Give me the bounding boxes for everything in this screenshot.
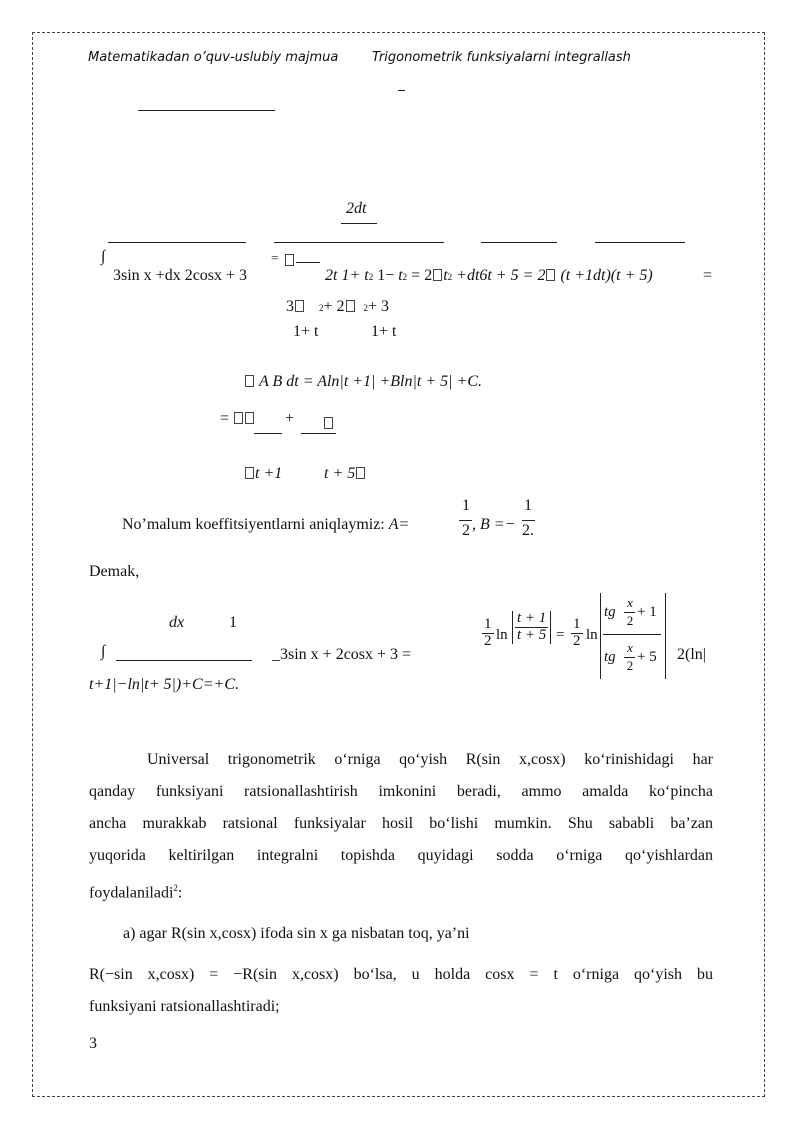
formula2-box-a — [245, 375, 254, 387]
formula3-t-plus-5: t + 5 — [517, 626, 547, 643]
formula2-den-row — [244, 465, 282, 483]
paragraph-line-3: ancha murakkab ratsional funksiyalar hosil bo‘lishi mumkin. Shu sababli ba’zan — [89, 815, 713, 832]
header-tick — [398, 90, 405, 91]
paragraph-line-1: Universal trigonometrik o‘rniga qo‘yish R(sin x,cosx) ko‘rinishidagi har — [147, 751, 713, 768]
formula3-ln-b: ln — [586, 627, 598, 643]
formula2-eq: = — [220, 410, 230, 427]
formula3-integral-sign: ∫ — [101, 643, 106, 660]
formula2-box-c — [245, 412, 254, 424]
formula3-rhs: _3sin x + 2cosx + 3 = — [272, 646, 412, 663]
formula3-half-a-den: 2 — [484, 632, 492, 649]
coef-B-num: 1 — [524, 497, 532, 514]
formula2-bar-right — [301, 433, 336, 434]
coef-B-label: , B =− — [472, 516, 516, 533]
formula1-box-e — [346, 300, 355, 312]
formula1-box-d — [295, 300, 304, 312]
formula1-mid6: (t +1dt)(t + 5) — [560, 267, 653, 284]
formula3-x-bottom: x — [627, 640, 633, 655]
paragraph-line-2: qanday funksiyani ratsionallashtirish imkonini beradi, ammo amalda ko‘pincha — [89, 783, 713, 800]
formula3-x-top: x — [627, 595, 633, 610]
formula1-mid5: 6t + 5 = 2 — [479, 267, 546, 284]
coef-row — [122, 516, 409, 534]
formula2-box-f — [356, 467, 365, 479]
formula3-tg-bottom — [604, 649, 616, 666]
header-left-title: Matematikadan o’quv-uslubiy majmua — [88, 50, 339, 65]
formula3-tail: 2(ln| — [677, 646, 706, 663]
formula2-bar-left — [254, 433, 282, 434]
coef-A-den: 2 — [462, 522, 470, 539]
formula1-row — [113, 267, 247, 285]
formula1-box-a — [284, 252, 295, 270]
paragraph-line-5-end: : — [177, 884, 183, 902]
paragraph-line-5 — [89, 872, 713, 909]
formula2-row — [244, 373, 482, 391]
formula1-bar-2 — [274, 242, 444, 243]
coef-A-num: 1 — [462, 497, 470, 514]
demak-text: Demak, — [89, 563, 140, 580]
formula3-plus1: + 1 — [637, 604, 657, 620]
coef-A-bar — [459, 520, 472, 521]
formula1-eq1: = — [271, 250, 279, 265]
formula3-tg-bottom-text: tg — [604, 649, 616, 665]
formula3-t-plus-1: t + 1 — [517, 610, 547, 626]
formula1-bar-4 — [595, 242, 685, 243]
formula1-bar-1 — [108, 242, 246, 243]
formula3-line2: t+1|−ln|t+ 5|)+C=+C. — [89, 676, 239, 693]
formula3-one: 1 — [229, 614, 237, 631]
formula1-sup2a: 2 — [368, 272, 374, 282]
formula3-main-bar — [603, 634, 661, 635]
formula3-ln-a: ln — [496, 627, 508, 643]
coef-B-den: 2. — [522, 522, 534, 539]
formula1-mid3: = 2 — [411, 267, 433, 284]
footnote-mark: 2 — [173, 883, 178, 893]
formula1-den-sup-b: 2 — [363, 303, 369, 313]
formula3-tg-top — [604, 604, 616, 621]
formula3-half-a — [482, 617, 494, 650]
formula1-den-plus: + 2 — [323, 298, 345, 315]
formula2-box-b — [234, 412, 243, 424]
coef-B-den-text: 2 — [522, 522, 530, 539]
formula1-mid4: +dt — [456, 267, 480, 284]
item-a-line-3: funksiyani ratsionallashtiradi; — [89, 998, 280, 1015]
page-number: 3 — [89, 1035, 97, 1052]
formula1-sub-b-text: 1+ t — [371, 323, 397, 340]
formula1-sub-a — [293, 323, 318, 341]
formula2-plus: + — [285, 410, 295, 427]
formula1-numerator-bar — [341, 223, 377, 224]
header-rule — [138, 110, 275, 111]
formula1-integrand: 3sin x +dx 2cosx + 3 — [113, 267, 248, 284]
formula1-eq-end: = — [703, 267, 713, 284]
formula1-sup2c: 2 — [447, 272, 453, 282]
formula2-den-right-wrap — [324, 465, 366, 483]
formula1-integral-sign: ∫ — [101, 248, 106, 265]
formula2-box-d-wrap — [323, 415, 334, 433]
formula1-numerator: 2dt — [346, 200, 367, 217]
formula1-mid1: 2t 1+ t — [325, 267, 369, 284]
formula2-text: A B dt = Aln|t +1| +Bln|t + 5| +C. — [259, 373, 482, 390]
formula3-half-a-num: 1 — [484, 616, 492, 632]
item-a-line-1: a) agar R(sin x,cosx) ifoda sin x ga nisbatan toq, ya’ni — [123, 925, 470, 942]
formula1-mid-row — [325, 267, 653, 285]
formula3-half-b — [571, 617, 583, 650]
item-a-line-2: R(−sin x,cosx) = −R(sin x,cosx) bo‘lsa, u holda cosx = t o‘rniga qo‘yish bu — [89, 966, 713, 983]
formula2-den-left: t +1 — [255, 465, 283, 482]
formula2-den-right: t + 5 — [324, 465, 356, 482]
formula3-abs-a — [512, 611, 551, 644]
formula3-dx: dx — [169, 614, 185, 631]
formula3-eq: = — [556, 627, 565, 643]
formula3-half-b-num: 1 — [573, 616, 581, 632]
formula3-half-b-den: 2 — [573, 632, 581, 649]
formula1-short-bar — [296, 262, 320, 263]
formula1-sub-b — [371, 323, 396, 341]
formula1-den-plus3: + 3 — [368, 298, 390, 315]
formula3-tg-top-text: tg — [604, 604, 616, 620]
formula2-box-e — [245, 467, 254, 479]
coef-B-bar — [522, 520, 535, 521]
formula1-box-b — [433, 269, 442, 281]
formula3-plus5: + 5 — [637, 649, 657, 665]
paragraph-line-4: yuqorida keltirilgan integralni topishda quyidagi sodda o‘rniga qo‘yishlardan — [89, 847, 713, 864]
formula1-t: t — [398, 267, 403, 284]
paragraph-line-5-text: foydalaniladi — [89, 884, 174, 902]
paragraph-universal — [89, 744, 713, 909]
formula2-eq-row — [220, 410, 294, 428]
formula1-den-row — [286, 298, 389, 316]
formula1-t2: t — [443, 267, 448, 284]
item-a-block — [89, 959, 713, 1023]
formula3-bar — [116, 660, 252, 661]
header-right-title: Trigonometrik funksiyalarni integrallash — [372, 50, 631, 65]
coef-label: No’malum koeffitsiyentlarni aniqlaymiz: — [122, 516, 385, 533]
formula1-box-c — [546, 269, 555, 281]
formula3-two-bottom: 2 — [626, 658, 634, 673]
formula1-den-sup-a: 2 — [319, 303, 324, 313]
formula1-sub-a-text: 1+ t — [293, 323, 319, 340]
formula1-den-3: 3 — [286, 298, 294, 315]
formula1-mid2: 1− — [377, 267, 395, 284]
formula3-two-top: 2 — [626, 613, 634, 628]
formula1-sup2b: 2 — [402, 272, 408, 282]
coef-A-label: A= — [388, 516, 410, 533]
formula1-bar-3 — [481, 242, 557, 243]
